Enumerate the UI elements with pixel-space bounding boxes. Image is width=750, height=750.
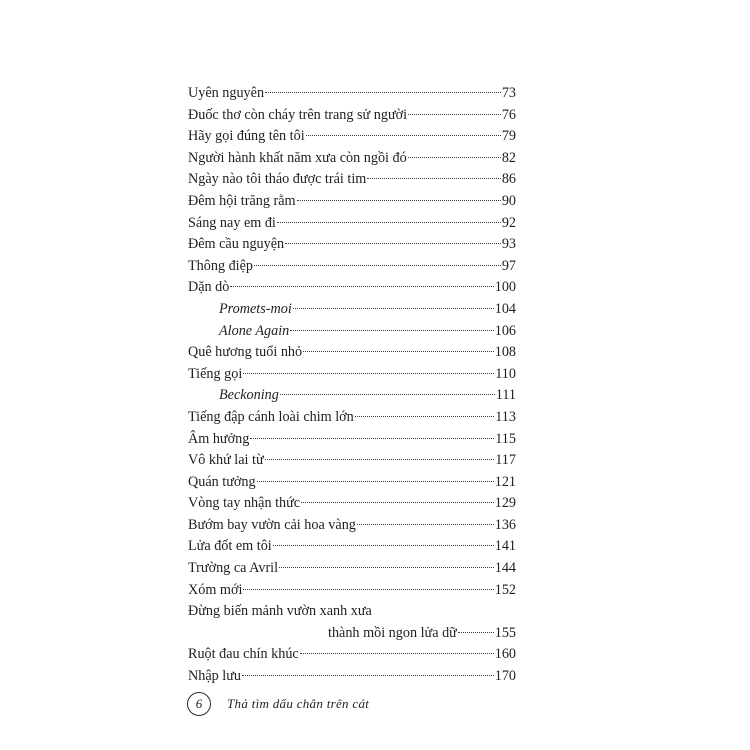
toc-entry-title: Nhập lưu — [188, 668, 242, 685]
toc-entry — [188, 277, 516, 299]
toc-entry-page: 141 — [494, 538, 516, 555]
toc-entry-page: 93 — [501, 236, 516, 253]
toc-entry — [188, 666, 516, 688]
toc-entry-title: Beckoning — [219, 387, 279, 404]
dot-leader — [367, 178, 501, 179]
dot-leader — [293, 308, 494, 309]
toc-entry-page: 104 — [494, 300, 516, 317]
toc-entry — [188, 126, 516, 148]
toc-entry-title: Trường ca Avril — [188, 560, 279, 577]
toc-entry — [188, 580, 516, 602]
dot-leader — [297, 200, 501, 201]
dot-leader — [243, 373, 494, 374]
toc-entry-title: Ruột đau chín khúc — [188, 646, 299, 663]
toc-entry-page: 73 — [501, 85, 516, 101]
toc-entry — [188, 536, 516, 558]
toc-entry — [188, 234, 516, 256]
toc-entry-title: Dặn dò — [188, 279, 230, 296]
toc-entry — [188, 623, 516, 645]
table-of-contents — [188, 83, 516, 688]
toc-entry — [188, 493, 516, 515]
toc-entry-title: Đêm hội trăng rằm — [188, 192, 296, 209]
toc-entry — [188, 191, 516, 213]
toc-entry-title: Quán tưởng — [188, 473, 256, 490]
toc-entry-page: 155 — [494, 624, 516, 641]
dot-leader — [279, 567, 494, 568]
running-title: Thả tìm dấu chân trên cát — [227, 696, 370, 711]
toc-entry-page: 113 — [495, 408, 516, 425]
toc-entry-page: 121 — [494, 473, 516, 490]
dot-leader — [290, 330, 493, 331]
page-footer — [187, 692, 369, 716]
toc-entry-page: 152 — [494, 581, 516, 598]
toc-entry-page: 170 — [494, 668, 516, 685]
dot-leader — [280, 394, 495, 395]
toc-entry — [188, 407, 516, 429]
toc-entry-title: Đuốc thơ còn cháy trên trang sử người — [188, 106, 408, 123]
toc-entry-page: 92 — [501, 214, 516, 231]
toc-entry-title: Ngày nào tôi tháo được trái tim — [188, 171, 367, 188]
toc-entry-page: 97 — [501, 257, 516, 274]
dot-leader — [265, 459, 495, 460]
dot-leader — [254, 265, 501, 266]
toc-entry-title: Tiếng đập cánh loài chim lớn — [188, 408, 354, 425]
toc-entry-title: Promets-moi — [219, 300, 292, 317]
dot-leader — [306, 135, 501, 136]
toc-entry-page: 136 — [494, 516, 516, 533]
dot-leader — [408, 114, 501, 115]
toc-entry-page: 115 — [495, 430, 516, 447]
toc-entry-page: 110 — [495, 365, 516, 382]
toc-entry-page: 100 — [494, 279, 516, 296]
dot-leader — [458, 632, 494, 633]
dot-leader — [357, 524, 494, 525]
toc-entry-title: Đừng biến mảnh vườn xanh xưa — [188, 603, 372, 620]
dot-leader — [300, 653, 494, 654]
dot-leader — [301, 502, 494, 503]
dot-leader — [285, 243, 501, 244]
toc-entry-page: 82 — [501, 149, 516, 166]
toc-entry-title: Alone Again — [219, 322, 290, 339]
dot-leader — [257, 481, 494, 482]
toc-entry — [188, 321, 516, 343]
toc-entry-title: Bướm bay vườn cải hoa vàng — [188, 516, 356, 533]
page-number-badge: 6 — [187, 692, 211, 716]
toc-entry-title: Vòng tay nhận thức — [188, 495, 301, 512]
toc-entry — [188, 342, 516, 364]
toc-entry — [188, 299, 516, 321]
toc-entry — [188, 364, 516, 386]
toc-entry — [188, 169, 516, 191]
dot-leader — [303, 351, 494, 352]
toc-entry-title: thành mồi ngon lửa dữ — [328, 624, 457, 641]
toc-entry — [188, 213, 516, 235]
toc-entry-title: Người hành khất năm xưa còn ngồi đó — [188, 149, 407, 166]
toc-entry-title: Quê hương tuổi nhỏ — [188, 344, 303, 361]
toc-entry — [188, 83, 516, 105]
toc-entry-page: 111 — [495, 387, 516, 404]
dot-leader — [273, 545, 494, 546]
toc-entry-title: Hãy gọi đúng tên tôi — [188, 128, 305, 145]
dot-leader — [250, 438, 494, 439]
toc-entry — [188, 429, 516, 451]
dot-leader — [277, 222, 501, 223]
toc-entry — [188, 256, 516, 278]
toc-entry-title: Lửa đốt em tôi — [188, 538, 272, 555]
dot-leader — [408, 157, 501, 158]
toc-entry-page: 160 — [494, 646, 516, 663]
toc-entry-title: Thông điệp — [188, 257, 254, 274]
toc-entry-title: Vô khứ lai từ — [188, 452, 264, 469]
toc-entry-page: 144 — [494, 560, 516, 577]
dot-leader — [243, 589, 493, 590]
dot-leader — [265, 92, 501, 93]
toc-entry-title: Âm hưởng — [188, 430, 250, 447]
toc-entry-title: Đêm cầu nguyện — [188, 236, 285, 253]
toc-entry-title: Uyên nguyên — [188, 85, 265, 101]
toc-entry-page: 76 — [501, 106, 516, 123]
toc-entry-page: 108 — [494, 344, 516, 361]
toc-entry — [188, 644, 516, 666]
dot-leader — [230, 286, 493, 287]
toc-entry-page: 79 — [501, 128, 516, 145]
toc-entry-page: 86 — [501, 171, 516, 188]
toc-entry-page: 106 — [494, 322, 516, 339]
toc-entry — [188, 601, 516, 623]
toc-entry-page: 90 — [501, 192, 516, 209]
toc-entry-page: 129 — [494, 495, 516, 512]
dot-leader — [355, 416, 494, 417]
toc-entry-page: 117 — [495, 452, 516, 469]
dot-leader — [242, 675, 494, 676]
toc-entry-title: Tiếng gọi — [188, 365, 243, 382]
toc-entry — [188, 472, 516, 494]
toc-entry — [188, 450, 516, 472]
toc-entry — [188, 385, 516, 407]
toc-entry-title: Sáng nay em đi — [188, 214, 276, 231]
toc-entry — [188, 105, 516, 127]
toc-entry-title: Xóm mới — [188, 581, 243, 598]
toc-entry — [188, 515, 516, 537]
toc-entry — [188, 558, 516, 580]
toc-entry — [188, 148, 516, 170]
